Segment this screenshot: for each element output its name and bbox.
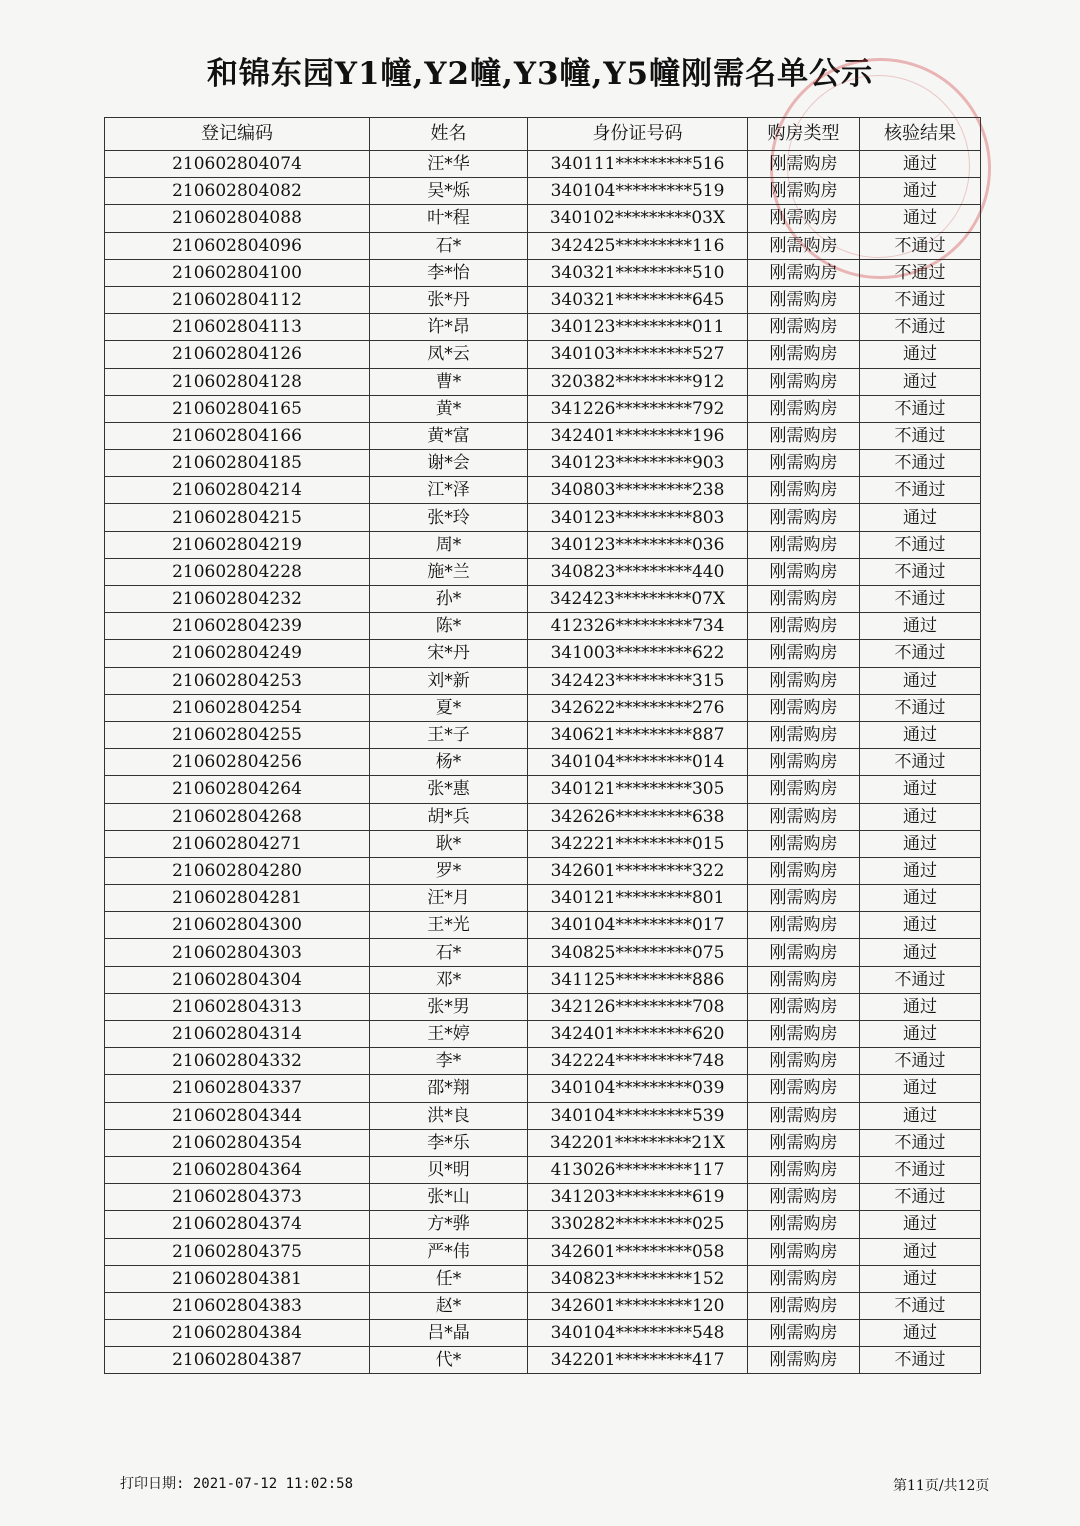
table-row [105, 178, 981, 205]
cell-result: 不通过 [860, 450, 981, 477]
cell-name: 石* [370, 232, 528, 259]
cell-name: 王*婷 [370, 1021, 528, 1048]
table-row [105, 151, 981, 178]
cell-type: 刚需购房 [748, 1320, 860, 1347]
cell-name: 王*光 [370, 912, 528, 939]
cell-code: 210602804249 [105, 640, 370, 667]
cell-code: 210602804113 [105, 314, 370, 341]
cell-type: 刚需购房 [748, 776, 860, 803]
table-row [105, 1347, 981, 1374]
table-row [105, 1021, 981, 1048]
table-row [105, 1184, 981, 1211]
cell-code: 210602804096 [105, 232, 370, 259]
table-row [105, 1129, 981, 1156]
table-row [105, 395, 981, 422]
cell-code: 210602804128 [105, 368, 370, 395]
cell-id: 341203*********619 [528, 1184, 748, 1211]
cell-id: 342423*********315 [528, 667, 748, 694]
cell-id: 342423*********07X [528, 586, 748, 613]
cell-code: 210602804100 [105, 259, 370, 286]
cell-name: 张*丹 [370, 286, 528, 313]
cell-result: 不通过 [860, 286, 981, 313]
cell-type: 刚需购房 [748, 993, 860, 1020]
cell-id: 340123*********011 [528, 314, 748, 341]
table-row [105, 504, 981, 531]
cell-code: 210602804354 [105, 1129, 370, 1156]
cell-name: 黄*富 [370, 422, 528, 449]
cell-type: 刚需购房 [748, 694, 860, 721]
cell-name: 杨* [370, 749, 528, 776]
table-row [105, 993, 981, 1020]
cell-name: 严*伟 [370, 1238, 528, 1265]
table-row [105, 314, 981, 341]
cell-result: 通过 [860, 721, 981, 748]
cell-code: 210602804300 [105, 912, 370, 939]
cell-type: 刚需购房 [748, 1211, 860, 1238]
cell-name: 黄* [370, 395, 528, 422]
cell-code: 210602804373 [105, 1184, 370, 1211]
cell-code: 210602804074 [105, 151, 370, 178]
cell-result: 通过 [860, 341, 981, 368]
cell-result: 通过 [860, 1320, 981, 1347]
cell-result: 通过 [860, 151, 981, 178]
cell-result: 不通过 [860, 232, 981, 259]
cell-result: 通过 [860, 1102, 981, 1129]
cell-result: 不通过 [860, 1347, 981, 1374]
cell-name: 陈* [370, 613, 528, 640]
cell-result: 通过 [860, 912, 981, 939]
cell-code: 210602804375 [105, 1238, 370, 1265]
cell-type: 刚需购房 [748, 1021, 860, 1048]
cell-code: 210602804271 [105, 830, 370, 857]
table-row [105, 803, 981, 830]
cell-result: 不通过 [860, 966, 981, 993]
cell-id: 340321*********510 [528, 259, 748, 286]
cell-id: 340104*********539 [528, 1102, 748, 1129]
cell-code: 210602804112 [105, 286, 370, 313]
cell-id: 342622*********276 [528, 694, 748, 721]
cell-id: 340121*********801 [528, 885, 748, 912]
cell-result: 通过 [860, 993, 981, 1020]
cell-result: 通过 [860, 667, 981, 694]
cell-type: 刚需购房 [748, 1292, 860, 1319]
cell-code: 210602804364 [105, 1156, 370, 1183]
cell-id: 320382*********912 [528, 368, 748, 395]
table-row [105, 259, 981, 286]
cell-id: 340621*********887 [528, 721, 748, 748]
cell-result: 不通过 [860, 749, 981, 776]
cell-id: 340825*********075 [528, 939, 748, 966]
cell-type: 刚需购房 [748, 1265, 860, 1292]
cell-code: 210602804374 [105, 1211, 370, 1238]
cell-name: 谢*会 [370, 450, 528, 477]
cell-id: 340104*********519 [528, 178, 748, 205]
cell-type: 刚需购房 [748, 504, 860, 531]
cell-result: 通过 [860, 504, 981, 531]
cell-name: 汪*华 [370, 151, 528, 178]
cell-id: 342601*********058 [528, 1238, 748, 1265]
cell-result: 不通过 [860, 586, 981, 613]
cell-result: 不通过 [860, 314, 981, 341]
table-row [105, 422, 981, 449]
table-row [105, 857, 981, 884]
cell-code: 210602804304 [105, 966, 370, 993]
table-row [105, 1265, 981, 1292]
cell-type: 刚需购房 [748, 531, 860, 558]
table-row [105, 558, 981, 585]
cell-name: 施*兰 [370, 558, 528, 585]
cell-name: 李* [370, 1048, 528, 1075]
cell-type: 刚需购房 [748, 1102, 860, 1129]
cell-type: 刚需购房 [748, 1156, 860, 1183]
cell-name: 吴*烁 [370, 178, 528, 205]
cell-code: 210602804281 [105, 885, 370, 912]
cell-type: 刚需购房 [748, 803, 860, 830]
cell-id: 340321*********645 [528, 286, 748, 313]
cell-name: 任* [370, 1265, 528, 1292]
cell-id: 340823*********152 [528, 1265, 748, 1292]
cell-id: 412326*********734 [528, 613, 748, 640]
table-row [105, 477, 981, 504]
cell-code: 210602804303 [105, 939, 370, 966]
cell-code: 210602804381 [105, 1265, 370, 1292]
table-row [105, 667, 981, 694]
cell-code: 210602804344 [105, 1102, 370, 1129]
cell-code: 210602804254 [105, 694, 370, 721]
cell-result: 不通过 [860, 1292, 981, 1319]
table-row [105, 1048, 981, 1075]
cell-result: 通过 [860, 1265, 981, 1292]
table-row [105, 531, 981, 558]
cell-id: 342425*********116 [528, 232, 748, 259]
cell-name: 石* [370, 939, 528, 966]
table-row [105, 776, 981, 803]
cell-type: 刚需购房 [748, 1184, 860, 1211]
cell-code: 210602804280 [105, 857, 370, 884]
cell-name: 李*怡 [370, 259, 528, 286]
cell-name: 李*乐 [370, 1129, 528, 1156]
cell-name: 夏* [370, 694, 528, 721]
table-row [105, 586, 981, 613]
table-header-row [105, 118, 981, 151]
cell-code: 210602804088 [105, 205, 370, 232]
cell-type: 刚需购房 [748, 286, 860, 313]
cell-result: 不通过 [860, 1129, 981, 1156]
cell-name: 凤*云 [370, 341, 528, 368]
cell-type: 刚需购房 [748, 205, 860, 232]
cell-type: 刚需购房 [748, 368, 860, 395]
cell-result: 通过 [860, 613, 981, 640]
table-row [105, 1211, 981, 1238]
cell-type: 刚需购房 [748, 259, 860, 286]
cell-type: 刚需购房 [748, 314, 860, 341]
cell-result: 通过 [860, 939, 981, 966]
table-row [105, 205, 981, 232]
cell-type: 刚需购房 [748, 1347, 860, 1374]
cell-result: 通过 [860, 1075, 981, 1102]
cell-code: 210602804387 [105, 1347, 370, 1374]
table-row [105, 1102, 981, 1129]
cell-id: 342126*********708 [528, 993, 748, 1020]
cell-id: 340123*********803 [528, 504, 748, 531]
cell-code: 210602804228 [105, 558, 370, 585]
table-row [105, 1320, 981, 1347]
cell-name: 邵*翔 [370, 1075, 528, 1102]
column-header-type: 购房类型 [748, 118, 860, 151]
cell-id: 340803*********238 [528, 477, 748, 504]
cell-type: 刚需购房 [748, 966, 860, 993]
cell-result: 通过 [860, 1021, 981, 1048]
table-row [105, 749, 981, 776]
cell-code: 210602804215 [105, 504, 370, 531]
cell-type: 刚需购房 [748, 422, 860, 449]
cell-code: 210602804166 [105, 422, 370, 449]
table-row [105, 368, 981, 395]
cell-type: 刚需购房 [748, 586, 860, 613]
cell-name: 邓* [370, 966, 528, 993]
cell-type: 刚需购房 [748, 749, 860, 776]
cell-id: 340123*********036 [528, 531, 748, 558]
cell-id: 413026*********117 [528, 1156, 748, 1183]
cell-id: 342401*********620 [528, 1021, 748, 1048]
table-row [105, 613, 981, 640]
cell-result: 通过 [860, 857, 981, 884]
cell-result: 不通过 [860, 422, 981, 449]
cell-id: 340103*********527 [528, 341, 748, 368]
table-row [105, 640, 981, 667]
cell-result: 通过 [860, 1238, 981, 1265]
table-row [105, 1292, 981, 1319]
cell-result: 不通过 [860, 1184, 981, 1211]
cell-type: 刚需购房 [748, 939, 860, 966]
cell-type: 刚需购房 [748, 178, 860, 205]
cell-id: 340104*********014 [528, 749, 748, 776]
column-header-code: 登记编码 [105, 118, 370, 151]
cell-id: 340104*********039 [528, 1075, 748, 1102]
cell-code: 210602804314 [105, 1021, 370, 1048]
cell-id: 342201*********417 [528, 1347, 748, 1374]
cell-type: 刚需购房 [748, 1075, 860, 1102]
table-row [105, 1156, 981, 1183]
cell-name: 江*泽 [370, 477, 528, 504]
cell-id: 340104*********548 [528, 1320, 748, 1347]
cell-result: 通过 [860, 205, 981, 232]
cell-name: 胡*兵 [370, 803, 528, 830]
cell-result: 不通过 [860, 395, 981, 422]
cell-type: 刚需购房 [748, 1129, 860, 1156]
cell-name: 代* [370, 1347, 528, 1374]
cell-type: 刚需购房 [748, 477, 860, 504]
table-row [105, 966, 981, 993]
table-row [105, 694, 981, 721]
table-row [105, 885, 981, 912]
cell-name: 宋*丹 [370, 640, 528, 667]
column-header-id: 身份证号码 [528, 118, 748, 151]
page-number: 第11页/共12页 [893, 1478, 990, 1494]
applicant-table [104, 117, 981, 1374]
cell-name: 洪*良 [370, 1102, 528, 1129]
cell-type: 刚需购房 [748, 613, 860, 640]
cell-name: 贝*明 [370, 1156, 528, 1183]
cell-type: 刚需购房 [748, 912, 860, 939]
cell-code: 210602804082 [105, 178, 370, 205]
cell-result: 通过 [860, 776, 981, 803]
cell-code: 210602804253 [105, 667, 370, 694]
cell-type: 刚需购房 [748, 395, 860, 422]
cell-type: 刚需购房 [748, 1238, 860, 1265]
cell-id: 340123*********903 [528, 450, 748, 477]
cell-type: 刚需购房 [748, 721, 860, 748]
cell-code: 210602804219 [105, 531, 370, 558]
cell-id: 340121*********305 [528, 776, 748, 803]
cell-result: 不通过 [860, 558, 981, 585]
cell-code: 210602804268 [105, 803, 370, 830]
cell-type: 刚需购房 [748, 830, 860, 857]
cell-id: 341125*********886 [528, 966, 748, 993]
table-row [105, 450, 981, 477]
cell-code: 210602804332 [105, 1048, 370, 1075]
cell-code: 210602804384 [105, 1320, 370, 1347]
cell-result: 不通过 [860, 259, 981, 286]
cell-code: 210602804337 [105, 1075, 370, 1102]
column-header-name: 姓名 [370, 118, 528, 151]
cell-id: 342201*********21X [528, 1129, 748, 1156]
cell-name: 张*惠 [370, 776, 528, 803]
cell-name: 叶*程 [370, 205, 528, 232]
cell-result: 不通过 [860, 477, 981, 504]
cell-code: 210602804232 [105, 586, 370, 613]
cell-result: 不通过 [860, 640, 981, 667]
cell-result: 不通过 [860, 694, 981, 721]
cell-result: 通过 [860, 368, 981, 395]
cell-name: 张*男 [370, 993, 528, 1020]
table-row [105, 341, 981, 368]
cell-type: 刚需购房 [748, 450, 860, 477]
cell-name: 张*玲 [370, 504, 528, 531]
cell-result: 通过 [860, 830, 981, 857]
cell-code: 210602804185 [105, 450, 370, 477]
cell-id: 340111*********516 [528, 151, 748, 178]
table-row [105, 912, 981, 939]
cell-code: 210602804313 [105, 993, 370, 1020]
cell-id: 340102*********03X [528, 205, 748, 232]
cell-code: 210602804383 [105, 1292, 370, 1319]
cell-type: 刚需购房 [748, 232, 860, 259]
cell-code: 210602804255 [105, 721, 370, 748]
cell-id: 342224*********748 [528, 1048, 748, 1075]
cell-id: 342626*********638 [528, 803, 748, 830]
cell-id: 330282*********025 [528, 1211, 748, 1238]
cell-code: 210602804239 [105, 613, 370, 640]
cell-type: 刚需购房 [748, 857, 860, 884]
cell-id: 342601*********120 [528, 1292, 748, 1319]
cell-name: 曹* [370, 368, 528, 395]
cell-type: 刚需购房 [748, 558, 860, 585]
cell-result: 不通过 [860, 1156, 981, 1183]
table-row [105, 232, 981, 259]
cell-code: 210602804214 [105, 477, 370, 504]
table-row [105, 1075, 981, 1102]
cell-type: 刚需购房 [748, 667, 860, 694]
cell-code: 210602804264 [105, 776, 370, 803]
table-row [105, 286, 981, 313]
cell-id: 342221*********015 [528, 830, 748, 857]
cell-name: 周* [370, 531, 528, 558]
cell-name: 耿* [370, 830, 528, 857]
print-date: 打印日期: 2021-07-12 11:02:58 [120, 1476, 354, 1492]
cell-name: 汪*月 [370, 885, 528, 912]
cell-id: 341226*********792 [528, 395, 748, 422]
table-row [105, 1238, 981, 1265]
cell-name: 刘*新 [370, 667, 528, 694]
cell-type: 刚需购房 [748, 640, 860, 667]
cell-name: 罗* [370, 857, 528, 884]
cell-result: 通过 [860, 178, 981, 205]
cell-code: 210602804126 [105, 341, 370, 368]
cell-id: 340823*********440 [528, 558, 748, 585]
cell-type: 刚需购房 [748, 885, 860, 912]
cell-result: 通过 [860, 885, 981, 912]
cell-result: 通过 [860, 1211, 981, 1238]
table-row [105, 939, 981, 966]
cell-name: 方*骅 [370, 1211, 528, 1238]
table-row [105, 830, 981, 857]
cell-id: 342401*********196 [528, 422, 748, 449]
cell-name: 许*昂 [370, 314, 528, 341]
cell-result: 不通过 [860, 1048, 981, 1075]
cell-type: 刚需购房 [748, 151, 860, 178]
page-title: 和锦东园Y1幢,Y2幢,Y3幢,Y5幢刚需名单公示 [206, 56, 874, 92]
cell-id: 340104*********017 [528, 912, 748, 939]
cell-id: 341003*********622 [528, 640, 748, 667]
cell-type: 刚需购房 [748, 341, 860, 368]
cell-result: 通过 [860, 803, 981, 830]
cell-id: 342601*********322 [528, 857, 748, 884]
cell-name: 王*子 [370, 721, 528, 748]
cell-type: 刚需购房 [748, 1048, 860, 1075]
cell-name: 张*山 [370, 1184, 528, 1211]
table-row [105, 721, 981, 748]
cell-code: 210602804256 [105, 749, 370, 776]
cell-code: 210602804165 [105, 395, 370, 422]
cell-name: 吕*晶 [370, 1320, 528, 1347]
cell-name: 赵* [370, 1292, 528, 1319]
cell-name: 孙* [370, 586, 528, 613]
column-header-result: 核验结果 [860, 118, 981, 151]
cell-result: 不通过 [860, 531, 981, 558]
